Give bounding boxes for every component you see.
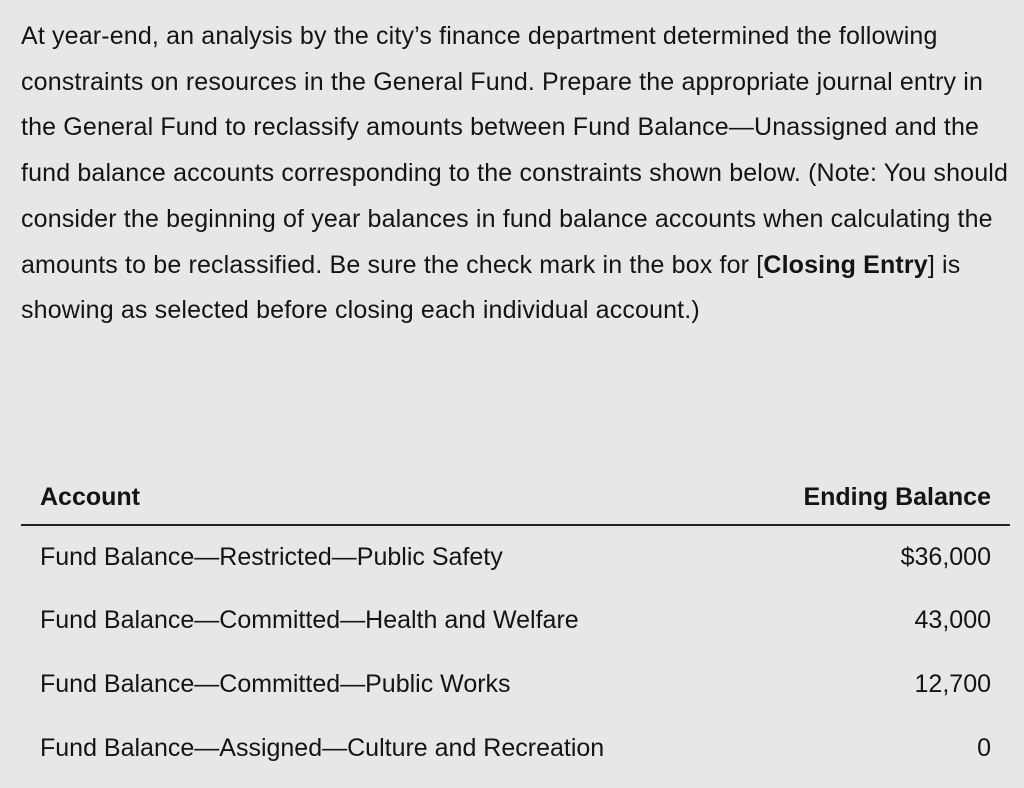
ending-balance-table xyxy=(21,470,1010,780)
ending-balance-cell: 43,000 xyxy=(914,605,991,634)
account-column-header: Account xyxy=(21,470,741,525)
table-header-row xyxy=(21,470,1010,525)
account-name-cell: Fund Balance—Assigned—Culture and Recreation xyxy=(40,733,605,762)
account-name-cell: Fund Balance—Restricted—Public Safety xyxy=(40,542,503,571)
account-name-cell: Fund Balance—Committed—Health and Welfare xyxy=(40,605,579,634)
ending-balance-cell: $36,000 xyxy=(900,542,991,571)
table-row xyxy=(21,588,1010,652)
ending-balance-column-header: Ending Balance xyxy=(741,470,1010,525)
table-row xyxy=(21,652,1010,716)
ending-balance-cell: 12,700 xyxy=(914,669,991,698)
instructions-text-before: At year-end, an analysis by the city’s finance department determined the following constraints on resources in the General Fund. Prepare the appropriate journal entry in the General Fund to reclassify amounts between Fund Balance—Unassigned and the fund balance accounts corresponding to the constraints shown below. (Note: You should consider the beginning of year balances in fund balance accounts when calculating the amounts to be reclassified. Be sure the check mark in the box for [ xyxy=(21,22,1009,279)
instructions-paragraph xyxy=(21,14,1016,334)
ending-balance-cell: 0 xyxy=(977,733,991,762)
instructions-text-after: ] is showing as selected before closing each individual account.) xyxy=(21,250,961,325)
closing-entry-emphasis: Closing Entry xyxy=(763,250,928,279)
table-row xyxy=(21,525,1010,588)
table-row xyxy=(21,716,1010,780)
account-name-cell: Fund Balance—Committed—Public Works xyxy=(40,669,511,698)
